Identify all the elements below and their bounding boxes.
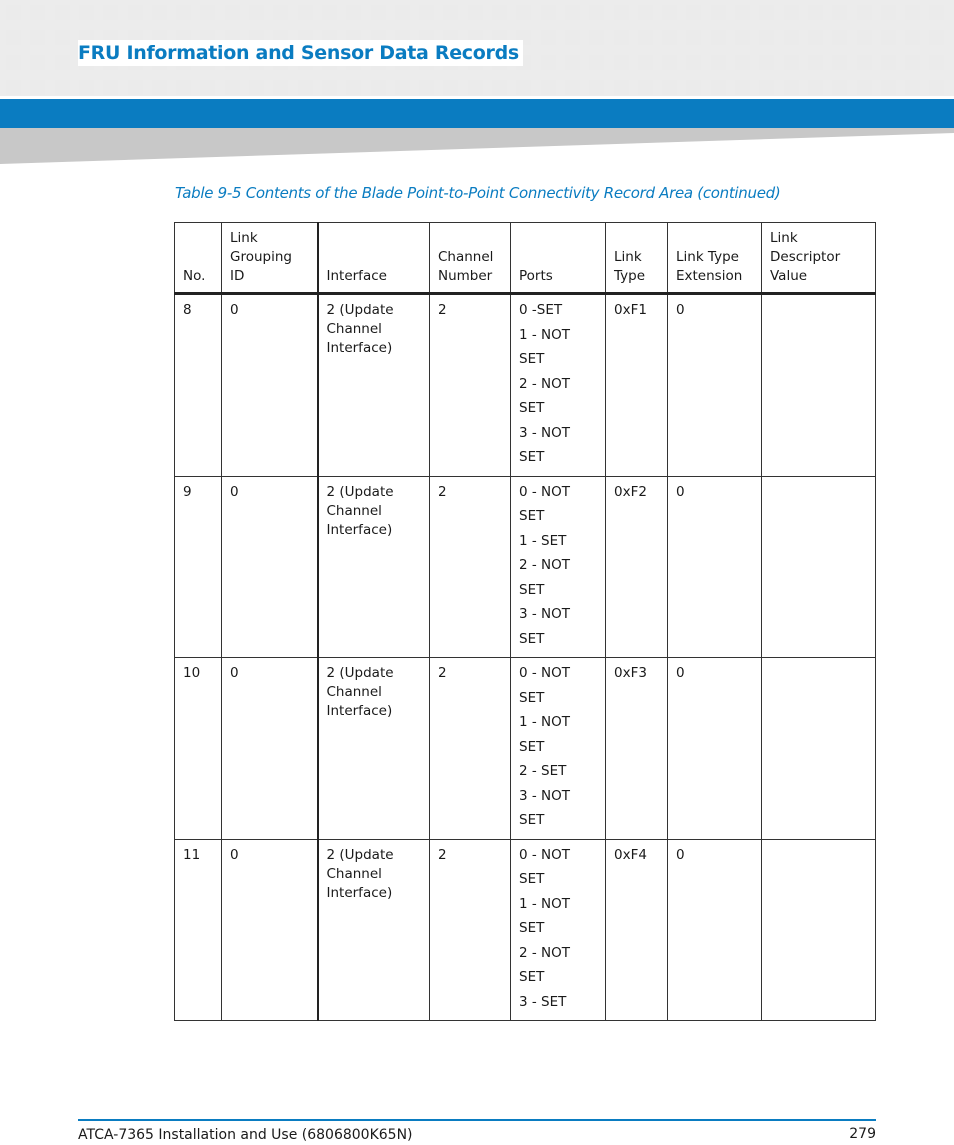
pattern-square: [128, 80, 143, 95]
pattern-square: [784, 80, 799, 95]
port-status: 2 - NOT SET: [519, 944, 571, 985]
cell-no: 9: [175, 476, 222, 658]
header-blue-band: [0, 99, 954, 128]
pattern-square: [298, 80, 313, 95]
pattern-square: [541, 5, 556, 20]
pattern-square: [614, 55, 629, 70]
pattern-square: [565, 30, 580, 45]
pattern-square: [79, 5, 94, 20]
port-status: 1 - NOT SET: [519, 714, 571, 755]
pattern-square: [808, 80, 823, 95]
port-status: 3 - SET: [519, 993, 567, 1010]
cell-link-grouping-id: 0: [222, 476, 318, 658]
pattern-square: [929, 80, 944, 95]
pattern-square: [857, 55, 872, 70]
pattern-square: [589, 55, 604, 70]
pattern-square: [881, 30, 896, 45]
pattern-square: [468, 80, 483, 95]
pattern-square: [516, 5, 531, 20]
pattern-square: [881, 80, 896, 95]
pattern-square: [929, 30, 944, 45]
pattern-square: [200, 80, 215, 95]
footer-document-title: ATCA-7365 Installation and Use (6806800K65N): [78, 1127, 413, 1143]
pattern-square: [322, 80, 337, 95]
pattern-square: [103, 5, 118, 20]
pattern-square: [6, 80, 21, 95]
pattern-square: [55, 5, 70, 20]
pattern-square: [273, 80, 288, 95]
pattern-square: [346, 5, 361, 20]
pattern-square: [589, 80, 604, 95]
cell-link-grouping-id: 0: [222, 294, 318, 477]
cell-link-descriptor-value: [762, 476, 876, 658]
cell-link-type: 0xF1: [606, 294, 668, 477]
pattern-square: [784, 55, 799, 70]
cell-channel-number: 2: [430, 839, 511, 1021]
pattern-square: [686, 55, 701, 70]
header-grey-wedge: [0, 128, 954, 164]
cell-link-type-extension: 0: [668, 476, 762, 658]
pattern-square: [443, 5, 458, 20]
pattern-square: [589, 5, 604, 20]
pattern-square: [808, 55, 823, 70]
pattern-square: [371, 5, 386, 20]
column-header-link-type-extension: Link Type Extension: [668, 223, 762, 294]
pattern-square: [905, 5, 920, 20]
column-header-interface: Interface: [318, 223, 430, 294]
column-header-no: No.: [175, 223, 222, 294]
table-caption: Table 9-5 Contents of the Blade Point-to-Point Connectivity Record Area (continued): [175, 184, 781, 202]
pattern-square: [662, 80, 677, 95]
footer-rule: [78, 1119, 876, 1121]
column-header-link-descriptor-value: Link Descriptor Value: [762, 223, 876, 294]
cell-interface: 2 (Update Channel Interface): [318, 839, 430, 1021]
cell-ports: [511, 294, 606, 477]
cell-link-grouping-id: 0: [222, 839, 318, 1021]
table-row: [175, 294, 876, 477]
column-header-ports: Ports: [511, 223, 606, 294]
cell-link-grouping-id: 0: [222, 658, 318, 840]
pattern-square: [711, 5, 726, 20]
cell-no: 8: [175, 294, 222, 477]
pattern-square: [808, 5, 823, 20]
cell-link-type-extension: 0: [668, 839, 762, 1021]
pattern-square: [298, 5, 313, 20]
column-header-link-grouping-id: Link Grouping ID: [222, 223, 318, 294]
pattern-square: [735, 5, 750, 20]
pattern-square: [565, 80, 580, 95]
pattern-square: [152, 5, 167, 20]
pattern-square: [249, 80, 264, 95]
port-status: 1 - NOT SET: [519, 895, 571, 936]
pattern-square: [759, 5, 774, 20]
pattern-square: [759, 30, 774, 45]
pattern-square: [832, 80, 847, 95]
column-header-link-type: Link Type: [606, 223, 668, 294]
pattern-square: [395, 80, 410, 95]
cell-link-type-extension: 0: [668, 294, 762, 477]
pattern-square: [808, 30, 823, 45]
cell-channel-number: 2: [430, 658, 511, 840]
cell-interface: 2 (Update Channel Interface): [318, 476, 430, 658]
pattern-square: [662, 30, 677, 45]
pattern-square: [492, 5, 507, 20]
port-status: 0 - NOT SET: [519, 846, 571, 887]
pattern-square: [419, 80, 434, 95]
pattern-square: [662, 55, 677, 70]
port-status: 2 - SET: [519, 763, 567, 779]
pattern-square: [711, 30, 726, 45]
pattern-square: [6, 5, 21, 20]
pattern-square: [249, 5, 264, 20]
pattern-square: [419, 5, 434, 20]
pattern-square: [516, 80, 531, 95]
pattern-square: [614, 80, 629, 95]
pattern-square: [55, 80, 70, 95]
cell-link-descriptor-value: [762, 294, 876, 477]
port-status: 3 - NOT SET: [519, 787, 571, 828]
pattern-square: [832, 30, 847, 45]
port-status: 3 - NOT SET: [519, 424, 571, 465]
pattern-square: [857, 30, 872, 45]
pattern-square: [784, 5, 799, 20]
pattern-square: [176, 5, 191, 20]
port-status: 0 - NOT SET: [519, 483, 571, 524]
cell-no: 11: [175, 839, 222, 1021]
cell-interface: 2 (Update Channel Interface): [318, 294, 430, 477]
pattern-square: [881, 55, 896, 70]
pattern-square: [30, 55, 45, 70]
pattern-square: [735, 80, 750, 95]
pattern-square: [103, 80, 118, 95]
pattern-square: [55, 30, 70, 45]
pattern-square: [492, 80, 507, 95]
cell-link-type: 0xF2: [606, 476, 668, 658]
pattern-square: [759, 80, 774, 95]
pattern-square: [638, 80, 653, 95]
pattern-square: [176, 80, 191, 95]
page-header-title: FRU Information and Sensor Data Records: [78, 40, 523, 66]
pattern-square: [711, 80, 726, 95]
cell-ports: [511, 658, 606, 840]
pattern-square: [686, 5, 701, 20]
table-row: [175, 839, 876, 1021]
footer-page-number: 279: [849, 1126, 876, 1142]
cell-link-type: 0xF3: [606, 658, 668, 840]
port-status: 0 -SET: [519, 302, 563, 318]
pattern-square: [735, 30, 750, 45]
pattern-square: [225, 5, 240, 20]
cell-no: 10: [175, 658, 222, 840]
pattern-square: [857, 80, 872, 95]
pattern-square: [614, 30, 629, 45]
connectivity-table: [174, 222, 876, 1021]
pattern-square: [128, 5, 143, 20]
port-status: 1 - NOT SET: [519, 326, 571, 367]
port-status: 1 - SET: [519, 532, 567, 549]
cell-ports: [511, 839, 606, 1021]
cell-link-descriptor-value: [762, 658, 876, 840]
pattern-square: [589, 30, 604, 45]
pattern-square: [395, 5, 410, 20]
pattern-square: [541, 30, 556, 45]
cell-link-type: 0xF4: [606, 839, 668, 1021]
port-status: 0 - NOT SET: [519, 665, 571, 706]
cell-ports: [511, 476, 606, 658]
pattern-square: [905, 55, 920, 70]
pattern-square: [686, 80, 701, 95]
cell-link-type-extension: 0: [668, 658, 762, 840]
pattern-square: [857, 5, 872, 20]
pattern-square: [468, 5, 483, 20]
pattern-square: [79, 80, 94, 95]
pattern-square: [6, 55, 21, 70]
pattern-square: [322, 5, 337, 20]
pattern-square: [565, 55, 580, 70]
pattern-square: [686, 30, 701, 45]
pattern-square: [346, 80, 361, 95]
pattern-square: [905, 80, 920, 95]
port-status: 2 - NOT SET: [519, 557, 571, 598]
pattern-square: [929, 5, 944, 20]
pattern-square: [614, 5, 629, 20]
pattern-square: [30, 30, 45, 45]
port-status: 2 - NOT SET: [519, 375, 571, 416]
pattern-square: [832, 55, 847, 70]
cell-link-descriptor-value: [762, 839, 876, 1021]
pattern-square: [30, 80, 45, 95]
pattern-square: [881, 5, 896, 20]
pattern-square: [371, 80, 386, 95]
pattern-square: [6, 30, 21, 45]
pattern-square: [929, 55, 944, 70]
cell-interface: 2 (Update Channel Interface): [318, 658, 430, 840]
pattern-square: [662, 5, 677, 20]
pattern-square: [541, 55, 556, 70]
pattern-square: [711, 55, 726, 70]
pattern-square: [638, 30, 653, 45]
pattern-square: [735, 55, 750, 70]
pattern-square: [638, 55, 653, 70]
cell-channel-number: 2: [430, 294, 511, 477]
cell-channel-number: 2: [430, 476, 511, 658]
table-header-row: [175, 223, 876, 294]
pattern-square: [55, 55, 70, 70]
pattern-square: [273, 5, 288, 20]
pattern-square: [225, 80, 240, 95]
port-status: 3 - NOT SET: [519, 606, 571, 647]
column-header-channel-number: Channel Number: [430, 223, 511, 294]
pattern-square: [541, 80, 556, 95]
pattern-square: [152, 80, 167, 95]
pattern-square: [565, 5, 580, 20]
table-row: [175, 476, 876, 658]
pattern-square: [443, 80, 458, 95]
pattern-square: [784, 30, 799, 45]
pattern-square: [905, 30, 920, 45]
pattern-square: [759, 55, 774, 70]
table-row: [175, 658, 876, 840]
pattern-square: [832, 5, 847, 20]
pattern-square: [30, 5, 45, 20]
pattern-square: [638, 5, 653, 20]
pattern-square: [200, 5, 215, 20]
